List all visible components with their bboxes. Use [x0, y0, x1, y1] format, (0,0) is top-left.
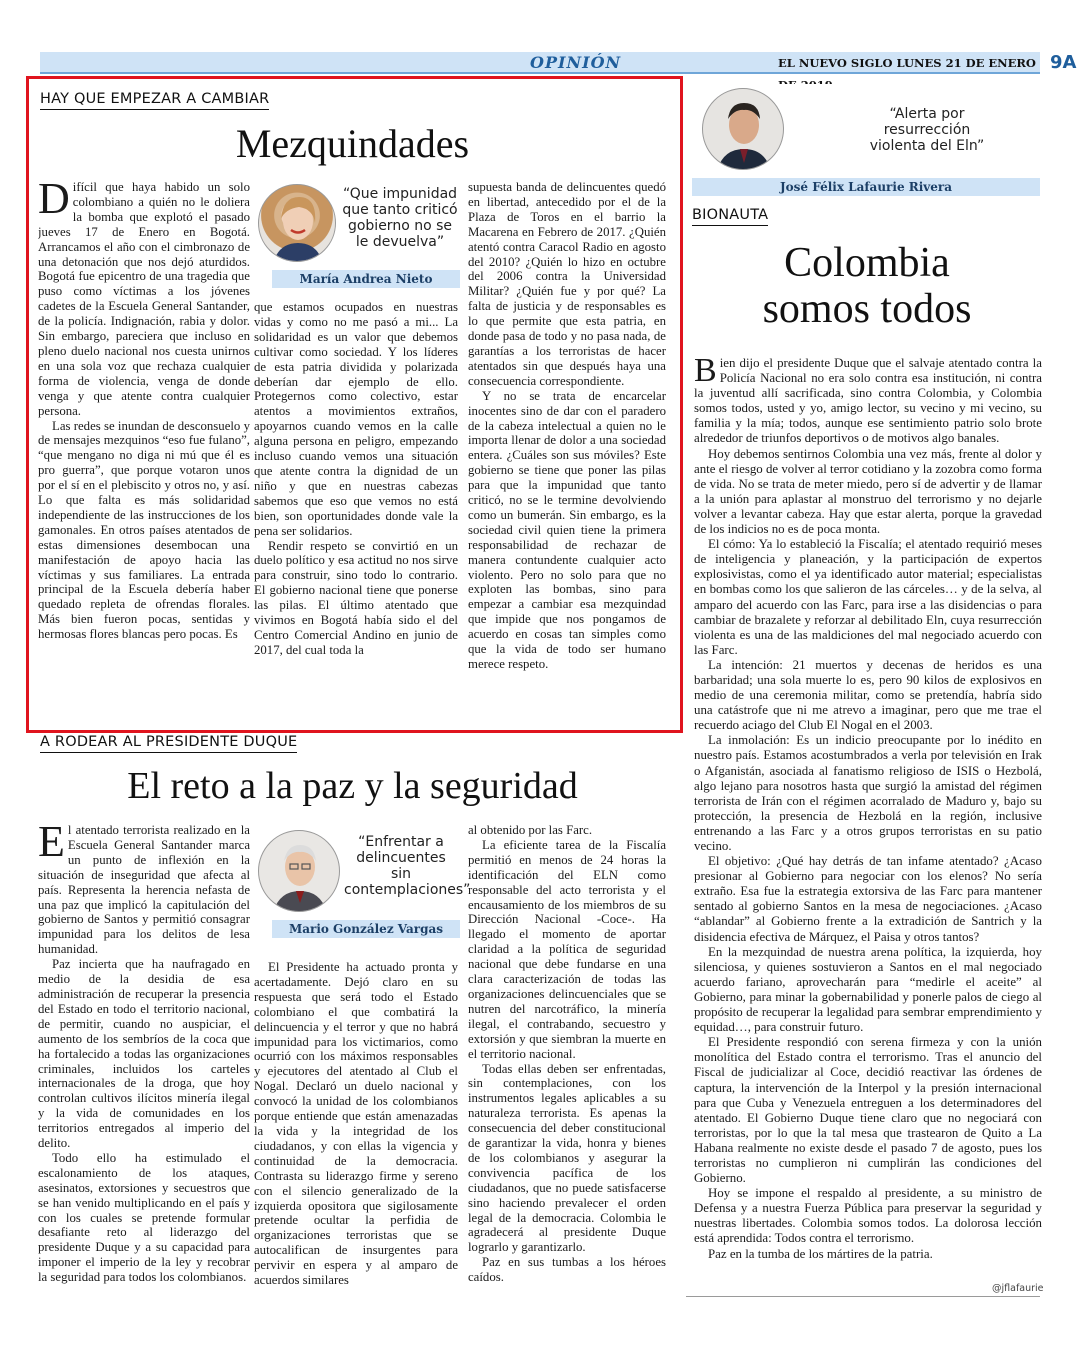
- twitter-handle: @jflafaurie: [992, 1283, 1044, 1294]
- section-name: OPINIÓN: [530, 53, 622, 72]
- article3-paragraph: La intención: 21 muertos y decenas de heridos es una barbaridad; una sola muerte lo es, pero 90 kilos de explosivos en medio de una ceremonia militar, como se pretendía, habría sido una catástrofe que ni me atrevo a imaginar, pero que me trae el recuerdo aciago del Club El Nogal en el 2003.: [694, 657, 1042, 733]
- article1-paragraph: supuesta banda de delincuentes quedó en libertad, antecedido por el de la Plaza de Toros en el barrio la Macarena en Febrero de 2017. ¿Quién atentó contra Caracol Radio en agosto del 2010? ¿Quién lo hizo en octubre del 2006 contra la Universidad Militar? ¿Quién fue y por qué? La falta de justicia y de responsables es lo que permite que esta patria, en donde pasa de todo y no pasa nada, de garantías a los terroristas de hacer atentados sin que después haya una consecuencia correspondiente.: [468, 180, 666, 388]
- article1-kicker: HAY QUE EMPEZAR A CAMBIAR: [40, 90, 269, 110]
- article1-paragraph: Las redes se inundan de desconsuelo y de mensajes mezquinos “eso fue fulano”, “que mengano no diga ni mú que él es pro guerra”, que porque votaron unos por el sí en el plebiscito y otros no, y así. Lo que falta es más solidaridad independiente de las instrucciones de los gamonales. En otros países atentados de estas dimensiones desembocan una manifestación de apoyo hacia las víctimas y sus familiares. La entrada principal de la Escuela debería haber quedado repleta de ofrendas florales. Más bien fueron pocas, sentidas y hermosas flores blancas pero pocas. Es: [38, 418, 250, 642]
- article2-paragraph: al obtenido por las Farc.: [468, 823, 593, 837]
- article2-paragraph: Todas ellas deben ser enfrentadas, sin contemplaciones, con los instrumentos legales aplicables a su naturaleza terrorista. Es apenas la consecuencia del deber constitucional de garantizar la vida, honra y bienes de los colombianos y asegurar la convivencia pacífica de los ciudadanos, que no puede satisfacerse sino haciendo prevalecer el orden legal de la democracia. Colombia le agradecerá al presidente Duque lograrlo y garantizarlo.: [468, 1061, 666, 1255]
- article3-body: [694, 356, 1042, 1278]
- article3-paragraph: El Presidente respondió con serena firmeza y con la unión monolítica del Estado contra el terrorismo. Tras el anuncio del Fiscal de judicializar al Coce, decidió reactivar las órdenes de captura, la intervención de la Interpol y la presión internacional para que Cuba y Venezuela entreguen a los determinadores del atentado. El Gobierno Duque tiene claro que no negociará con terroristas, por lo que la tal mesa que trastearon de Quito a La Habana realmente no existe desde el pasado 7 de agosto, pues los terroristas no cumplieron ni cumplirán las condiciones del Gobierno.: [694, 1035, 1042, 1186]
- article1-dropcap: D: [38, 180, 70, 223]
- article2-paragraph: l atentado terrorista realizado en la Escuela General Santander marca un punto de inflexión en la situación de inseguridad que afecta al país. Representa la herencia nefasta de una paz que implicó la capitulación del gobierno de Santos y permitió consagrar impunidad para los delitos de lesa humanidad.: [38, 823, 250, 957]
- article2-kicker: A RODEAR AL PRESIDENTE DUQUE: [40, 733, 297, 753]
- article3-title: [692, 240, 1042, 332]
- author-photo: [258, 184, 336, 262]
- article3-author: José Félix Lafaurie Rivera: [692, 178, 1040, 196]
- article2-title: El reto a la paz y la seguridad: [127, 765, 578, 807]
- article1-quote: “Que impunidad que tanto criticó gobierno no se le devuelva”: [342, 186, 458, 250]
- bottom-rule: [686, 1296, 1040, 1297]
- article1-column-3: [468, 180, 666, 700]
- article2-column-2: [254, 960, 458, 1303]
- article2-paragraph: Todo ello ha estimulado el escalonamiento de los ataques, asesinatos, extorsiones y secuestros que se han venido multiplicando en el país y con los cuales se pretende formular desafiante reto al liderazgo del presidente Duque y a su capacidad para imponer el imperio de la ley y recobrar la seguridad para todos los colombianos.: [38, 1150, 250, 1285]
- article2-quote-box: [252, 826, 471, 946]
- article3-paragraph: Hoy se impone el respaldo al presidente, a su ministro de Defensa y a nuestra Fuerza Pública para preservar la seguridad y nuestras libertades. Colombia somos todos. La dolorosa lección está aprendida: Todos contra el terrorismo.: [694, 1186, 1042, 1246]
- article3-paragraph: Paz en la tumba de los mártires de la patria.: [708, 1246, 933, 1261]
- page-number: 9A: [1050, 52, 1077, 73]
- article1-quote-box: [252, 180, 460, 292]
- article3-paragraph: En la mezquindad de nuestra arena política, la izquierda, hoy silenciosa, y quienes sostuvieron a Santos en el mal negociado acuerdo fariano, aprovecharán para “medirle el aceite” al Gobierno, para minar la gobernabilidad y ponerle palos de ciego al propósito de recuperar la legalidad para sembrar emprendimiento y equidad…, para construir futuro.: [694, 944, 1042, 1035]
- article3-quote-box: [692, 84, 1040, 198]
- article3-paragraph: Hoy debemos sentirnos Colombia una vez más, frente al dolor y ante el riesgo de volver al terror cotidiano y la zozobra como forma de vida. No se trata de meter miedo, pero sí de advertir y de llamar a la unión para aplastar al monstruo del terrorismo y no dejarle volver a levantar cabeza. Hay que estar alerta, porque la gravedad de los indicios no es de poca monta.: [694, 446, 1042, 537]
- portrait-icon: [703, 89, 784, 170]
- article2-dropcap: E: [38, 823, 65, 866]
- article2-column-3: [468, 823, 666, 1303]
- article3-paragraph: El objetivo: ¿Qué hay detrás de tan infame atentado? ¿Acaso presionar al Gobierno para negociar con los elenos? No sería extraño. Esa fue la estrategia extorsiva de las Farc para mantener sentado al gobierno Santos en la mesa de negociaciones. ¿Acaso “ablandar” al Gobierno frente a la extradición de Santrich y la disidencia efectiva de Márquez, el Paisa y otros tantos?: [694, 854, 1042, 944]
- article3-paragraph: El cómo: Ya lo estableció la Fiscalía; el atentado requirió meses de inteligencia y planeación, y la participación de expertos explosivistas, como el ya identificado autor material; especialistas en bombas como los que salieron de las cárceles… y de la selva, al amparo del acuerdo con las Farc, para irse a las disidencias o para cambiar de brazalete y reforzar al debilitado Eln, cuya resurrección violenta es una de las maldiciones del mal negociado acuerdo con las Farc.: [694, 537, 1042, 657]
- article3-paragraph: ien dijo el presidente Duque que el salvaje atentado contra la Policía Nacional no era solo contra esa institución, ni contra la juventud allí sacrificada, sino contra Colombia, y Colombia somos todos, usted y yo, amigo lector, su vecino y mi vecino, su familia y la mía; todos, aunque ese sentimiento patrio solo brote alrededor de triunfos deportivos o de motivos algo banales.: [694, 356, 1042, 446]
- article1-column-2: [254, 300, 458, 700]
- article1-column-1: [38, 180, 250, 700]
- article3-title-line: somos todos: [762, 286, 972, 333]
- article2-paragraph: La eficiente tarea de la Fiscalía permitió en menos de 24 horas la identificación del ELN como responsable del acto terrorista y el encausamiento de los miembros de su Dirección Nacional -Coce-. Ha llegado el momento de aportar claridad a la política de seguridad nacional que debe fundarse en una clara caracterización de todas las organizaciones delincuenciales que se nutren del narcotráfico, la minería ilegal, el contrabando, secuestro y extorsión y que siembran la muerte en el territorio nacional.: [468, 837, 666, 1061]
- page-header: [40, 52, 1077, 74]
- article3-paragraph: La inmolación: Es un indicio preocupante por lo inédito en nuestro país. Estamos acostumbrados a verla por televisión en Irak o Afganistán, asociada al fanatismo religioso de ISIS o Hezbolá, algo lejano para nosotros hasta que surgió la amistad del régimen terrorista de Irán con el régimen acorralado de Maduro y, bajo su protección, la presencia de Hezbolá en la región, inclusive entrenando a las Farc y a otros grupos terroristas en su patio vecino.: [694, 733, 1042, 853]
- portrait-icon: [259, 831, 340, 912]
- dateline: EL NUEVO SIGLO LUNES 21 DE ENERO: [778, 56, 1036, 70]
- article3-title-line: Colombia: [784, 240, 950, 286]
- article2-paragraph: Paz en sus tumbas a los héroes caídos.: [468, 1255, 666, 1285]
- article1-paragraph: Y no se trata de encarcelar inocentes sino de dar con el paradero de la cabeza intelectual a quien no le importa llenar de dolor a una sociedad entera. ¿Cuáles son sus móviles? Este gobierno se tiene que poner las pilas para que la impunidad que tanto criticó, no se le termine devolviendo como un bumerán. Sin embargo, es la sociedad civil quien tiene la primera responsabilidad de rechazar de manera contundente cualquier acto violento. Pero no solo para que no exploten las bombas, sino para empezar a cambiar esa mezquindad que impide que nos pongamos de acuerdo en cosas tan simples como que la vida de todo ser humano merece respeto.: [468, 388, 666, 671]
- article2-paragraph: El Presidente ha actuado pronta y acertadamente. Dejó claro en su respuesta que será todo el Estado colombiano el que combatirá la delincuencia y el terror y que no habrá impunidad para los victimarios, como ocurrió con los máximos responsables y ejecutores del atentado al Club el Nogal. Declaró un duelo nacional y convocó la unidad de los colombianos porque entiende que están amenazadas la vida y la integridad de los ciudadanos, y con ellas la vigencia y continuidad de la democracia. Contrasta su liderazgo firme y sereno con el silencio generalizado de la izquierda opositora que sigilosamente pretende ocultar la perfidia de organizaciones terroristas que se autocalifican de insurgentes para pervivir en espera y al amparo de acuerdos similares: [254, 960, 458, 1288]
- article1-paragraph: que estamos ocupados en nuestras vidas y como no me pasó a mi... La solidaridad es un valor que debemos cultivar como sociedad. Y los líderes de esta patria dividida y polarizada deberían dar ejemplo de ello. Protegernos como colectivo, estar atentos a movimientos extraños, apoyarnos cuando vemos en la calle alguna persona en peligro, empezando incluso cuando vemos una situación que atente contra la dignidad de un niño y que en nuestras cabezas sabemos que eso que vemos no está bien, son oportunidades donde vale la pena ser solidarios.: [254, 300, 458, 538]
- article1-title: Mezquindades: [235, 121, 470, 166]
- article3-kicker: BIONAUTA: [692, 206, 768, 226]
- article2-column-1: [38, 823, 250, 1303]
- article3-dropcap: B: [694, 356, 717, 389]
- article1-paragraph: ifícil que haya habido un solo colombiano a quién no le doliera la bomba que explotó el pasado jueves 17 de Enero en Bogotá. Arrancamos el año con el cimbronazo de una detonación que nos dejó aturdidos. Bogotá fue epicentro de una tragedia que puso como víctimas a los jóvenes cadetes de la Escuela General Santander, de la policía. Indignación, rabia y dolor. Sin embargo, pareciera que incluso en pleno duelo nacional nos cuesta unirnos en una sola voz que rechaza cualquier forma de violencia, venga de donde venga y que atente contra cualquier persona.: [38, 180, 250, 418]
- article1-author: María Andrea Nieto: [272, 270, 460, 288]
- author-photo: [258, 830, 340, 912]
- article2-author: Mario González Vargas: [272, 920, 460, 938]
- article2-paragraph: Paz incierta que ha naufragado en medio de la desidia de esa administración de recuperar la presencia del Estado en todo el territorio nacional, de permitir, cuando no auspiciar, el aumento de los sembríos de la coca que ha fortalecido a todas las organizaciones criminales, incluidos los carteles internacionales de la droga, que hoy controlan cultivos ilícitos minería ilegal y la vida de comunidades en los territorios entregados al imperio del delito.: [38, 957, 250, 1151]
- article2-quote: “Enfrentar a delincuentes sin contemplaciones”: [344, 834, 471, 898]
- portrait-icon: [259, 185, 336, 262]
- article1-paragraph: Rendir respeto se convirtió en un duelo político y esa actitud no nos sirve para construir, sino todo lo contrario. El gobierno nacional tiene que ponerse las pilas. El último atentado que vivimos en Bogotá había sido el del Centro Comercial Andino en junio de 2017, del cual toda la: [254, 538, 458, 657]
- author-photo: [702, 88, 784, 170]
- article3-quote: “Alerta por resurrección violenta del Eln”: [869, 106, 985, 154]
